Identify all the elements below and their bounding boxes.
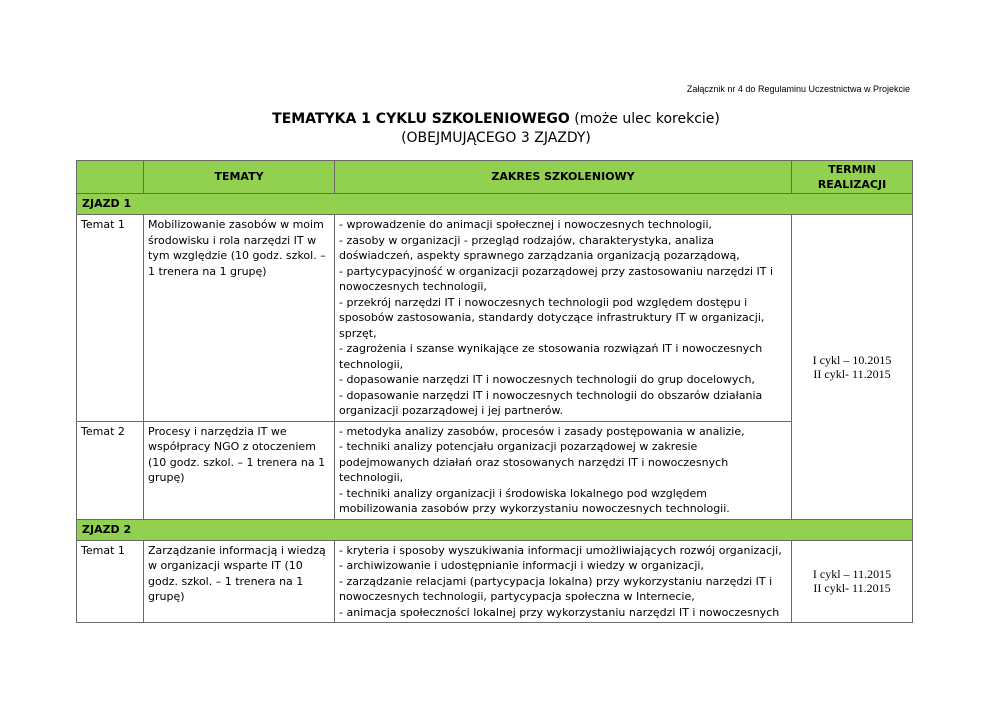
topic-number: Temat 1 <box>77 540 144 623</box>
scope-item: - kryteria i sposoby wyszukiwania informacji umożliwiających rozwój organizacji, <box>339 543 782 557</box>
document-subtitle: (OBEJMUJĄCEGO 3 ZJAZDY) <box>401 130 591 146</box>
zjazd-1-row <box>77 194 913 215</box>
scope-item: - metodyka analizy zasobów, procesów i zasady postępowania w analizie, <box>339 424 745 438</box>
topic-scope <box>335 540 792 623</box>
scope-item: - przekrój narzędzi IT i nowoczesnych technologii pod względem dostępu i sposobów zastosowania, standardy dotyczące infrastruktury IT w organizacji, sprzęt, <box>339 295 765 340</box>
header-termin: TERMIN REALIZACJI <box>792 161 913 194</box>
zjazd-2-row <box>77 519 913 540</box>
document-title <box>0 110 992 128</box>
topic-number: Temat 1 <box>77 215 144 422</box>
scope-item: - wprowadzenie do animacji społecznej i nowoczesnych technologii, <box>339 218 713 231</box>
scope-item: - zarządzanie relacjami (partycypacja lokalna) przy wykorzystaniu narzędzi IT i nowoczesnych technologii, partycypacja społeczna w Internecie, <box>339 574 773 603</box>
topic-scope <box>335 421 792 519</box>
scope-item: - animacja społeczności lokalnej przy wykorzystaniu narzędzi IT i nowoczesnych <box>339 605 780 619</box>
table-row <box>77 215 913 422</box>
topic-title: Procesy i narzędzia IT we współpracy NGO z otoczeniem (10 godz. szkol. – 1 trenera na 1 grupę) <box>144 421 335 519</box>
topic-title: Mobilizowanie zasobów w moim środowisku i rola narzędzi IT w tym względzie (10 godz. szkol. – 1 trenera na 1 grupę) <box>144 215 335 422</box>
termin-zjazd-2 <box>792 540 913 623</box>
training-table <box>76 160 913 623</box>
header-tematy: TEMATY <box>144 161 335 194</box>
scope-item: - techniki analizy organizacji i środowiska lokalnego pod względem mobilizowania zasobów przy wykorzystaniu nowoczesnych technologii. <box>339 486 730 515</box>
termin-cycle-2: II cykl- 11.2015 <box>813 581 891 596</box>
scope-item: - partycypacyjność w organizacji pozarządowej przy zastosowaniu narzędzi IT i nowoczesnych technologii, <box>339 264 774 293</box>
header-zakres: ZAKRES SZKOLENIOWY <box>335 161 792 194</box>
scope-item: - dopasowanie narzędzi IT i nowoczesnych technologii do obszarów działania organizacji pozarządowej i jej partnerów. <box>339 388 763 417</box>
header-blank <box>77 161 144 194</box>
termin-zjazd-1 <box>792 215 913 520</box>
termin-cycle-1: I cykl – 11.2015 <box>812 567 892 582</box>
table-row <box>77 540 913 623</box>
scope-item: - zagrożenia i szanse wynikające ze stosowania rozwiązań IT i nowoczesnych technologii, <box>339 342 763 371</box>
scope-item: - techniki analizy potencjału organizacji pozarządowej w zakresie podejmowanych działań oraz stosowanych narzędzi IT i nowoczesnych technologii, <box>339 440 729 484</box>
topic-scope <box>335 215 792 422</box>
table-header-row <box>77 161 913 194</box>
table-row <box>77 421 913 519</box>
termin-cycle-2: II cykl- 11.2015 <box>813 366 891 381</box>
scope-item: - archiwizowanie i udostępnianie informacji i wiedzy w organizacji, <box>339 559 704 572</box>
annex-note: Załącznik nr 4 do Regulaminu Uczestnictwa w Projekcie <box>686 84 910 94</box>
scope-item: - dopasowanie narzędzi IT i nowoczesnych technologii do grup docelowych, <box>339 373 755 386</box>
scope-item: - zasoby w organizacji - przegląd rodzajów, charakterystyka, analiza doświadczeń, aspekty sprawnego zarządzania organizacją pozarządową, <box>339 233 740 262</box>
title-note: (może ulec korekcie) <box>569 111 720 127</box>
termin-cycle-1: I cykl – 10.2015 <box>812 352 892 367</box>
title-bold: TEMATYKA 1 CYKLU SZKOLENIOWEGO <box>272 111 570 127</box>
topic-number: Temat 2 <box>77 421 144 519</box>
zjazd-1-label: ZJAZD 1 <box>77 194 913 215</box>
topic-title: Zarządzanie informacją i wiedzą w organizacji wsparte IT (10 godz. szkol. – 1 trenera na 1 grupę) <box>144 540 335 623</box>
zjazd-2-label: ZJAZD 2 <box>77 519 913 540</box>
